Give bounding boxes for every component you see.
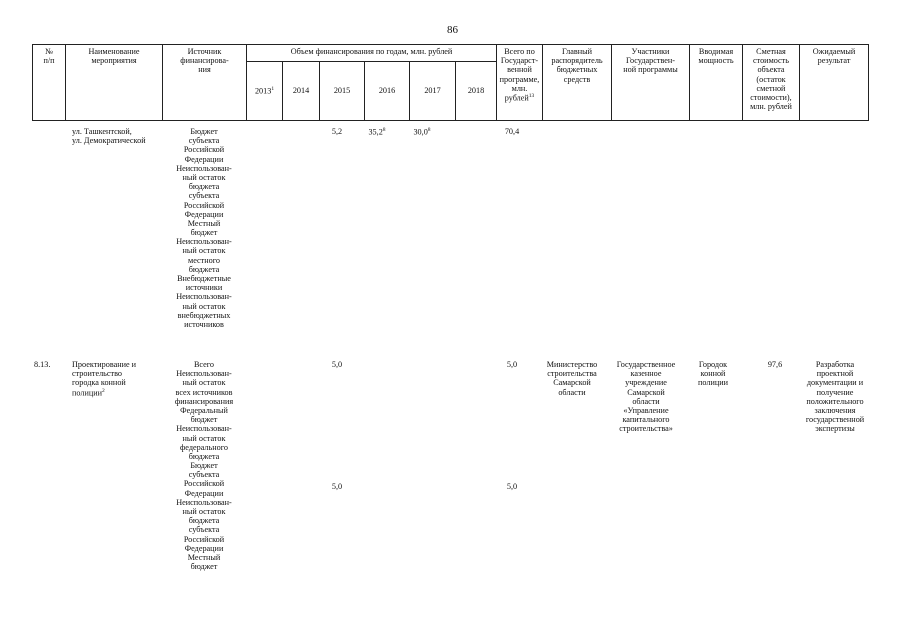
row1-sources: Бюджет субъекта Российской Федерации Неиспользован- ный остаток бюджета субъекта Российской Федерации Местный бюджет Неиспользован- ный остаток местного бюджета Внебюджетные источники Неиспользован- ный остаток внебюджетных источников: [176, 127, 232, 329]
row2-2015-all: 5,0: [331, 360, 343, 369]
row1-2016-footnote: 8: [382, 127, 386, 133]
header-result-text: Ожидаемый результат: [812, 47, 856, 66]
year-2018-label: 2018: [467, 86, 485, 96]
header-year-2015: [320, 62, 365, 121]
header-total-footnote: 13: [528, 92, 535, 99]
header-number: [33, 45, 66, 121]
header-result: [800, 45, 869, 121]
row2-total-region: 5,0: [506, 482, 518, 491]
row2-name-text: Проектирование и строительство городка конной полиции: [72, 360, 137, 398]
row2-sources: Всего Неиспользован- ный остаток всех источников финансирования Федеральный бюджет Неиспользован- ный остаток федерального бюджета Бюджет субъекта Российской Федерации Неиспользован- ный остаток бюджета субъекта Российской Федерации Местный бюджет: [174, 360, 234, 572]
year-2014-label: 2014: [292, 86, 310, 96]
header-volume-text: Объем финансирования по годам, млн. рублей: [290, 47, 453, 56]
header-year-2014: [283, 62, 320, 121]
header-number-text: № п/п: [43, 47, 55, 66]
row1-2017: [405, 127, 439, 137]
row2-number: 8.13.: [34, 360, 51, 369]
year-2016-label: 2016: [378, 86, 396, 96]
table-header: [32, 44, 869, 121]
row2-participants: Государственное казенное учреждение Самарской области «Управление капитального строительства»: [616, 360, 676, 434]
header-capacity-text: Вводимая мощность: [698, 47, 734, 66]
row1-2017-footnote: 8: [427, 127, 431, 133]
row2-name: [72, 360, 164, 397]
header-participants-text: Участники Государствен- ной программы: [623, 47, 678, 75]
row1-2016: [360, 127, 394, 137]
row2-result: Разработка проектной документации и получение положительного заключения государственной экспертизы: [805, 360, 865, 434]
header-manager: [543, 45, 612, 121]
header-name: [66, 45, 163, 121]
header-cost: [743, 45, 800, 121]
header-year-2017: [410, 62, 456, 121]
header-year-2013: [247, 62, 283, 121]
header-year-2016: [365, 62, 410, 121]
row1-name: ул. Ташкентской, ул. Демократической: [72, 127, 146, 146]
row1-2016-value: 35,2: [368, 127, 383, 137]
year-2017-label: 2017: [424, 86, 441, 96]
header-name-text: Наименование мероприятия: [88, 47, 140, 66]
year-2015-label: 2015: [333, 86, 351, 96]
header-capacity: [690, 45, 743, 121]
row2-cost: 97,6: [767, 360, 783, 369]
page-number: 86: [447, 24, 458, 36]
header-total: [497, 45, 543, 121]
row2-name-footnote: 2: [101, 387, 105, 394]
row2-capacity: Городок конной полиции: [698, 360, 728, 388]
header-total-text: Всего по Государст- венной программе, млн. рублей: [499, 47, 540, 103]
row2-total-all: 5,0: [506, 360, 518, 369]
row1-total: 70,4: [504, 127, 520, 136]
header-participants: [612, 45, 690, 121]
header-manager-text: Главный распорядитель бюджетных средств: [551, 47, 603, 84]
row1-2017-value: 30,0: [413, 127, 428, 137]
row1-2015: 5,2: [331, 127, 343, 136]
header-source-text: Источник финансирова- ния: [180, 47, 229, 75]
header-cost-text: Сметная стоимость объекта (остаток сметной стоимости), млн. рублей: [750, 47, 792, 112]
row2-2015-region: 5,0: [331, 482, 343, 491]
year-2013-label: 2013: [254, 86, 272, 96]
row2-manager: Министерство строительства Самарской области: [546, 360, 598, 397]
header-volume: [247, 45, 497, 62]
year-2013-footnote: 1: [271, 86, 275, 93]
header-year-2018: [456, 62, 497, 121]
header-source: [163, 45, 247, 121]
